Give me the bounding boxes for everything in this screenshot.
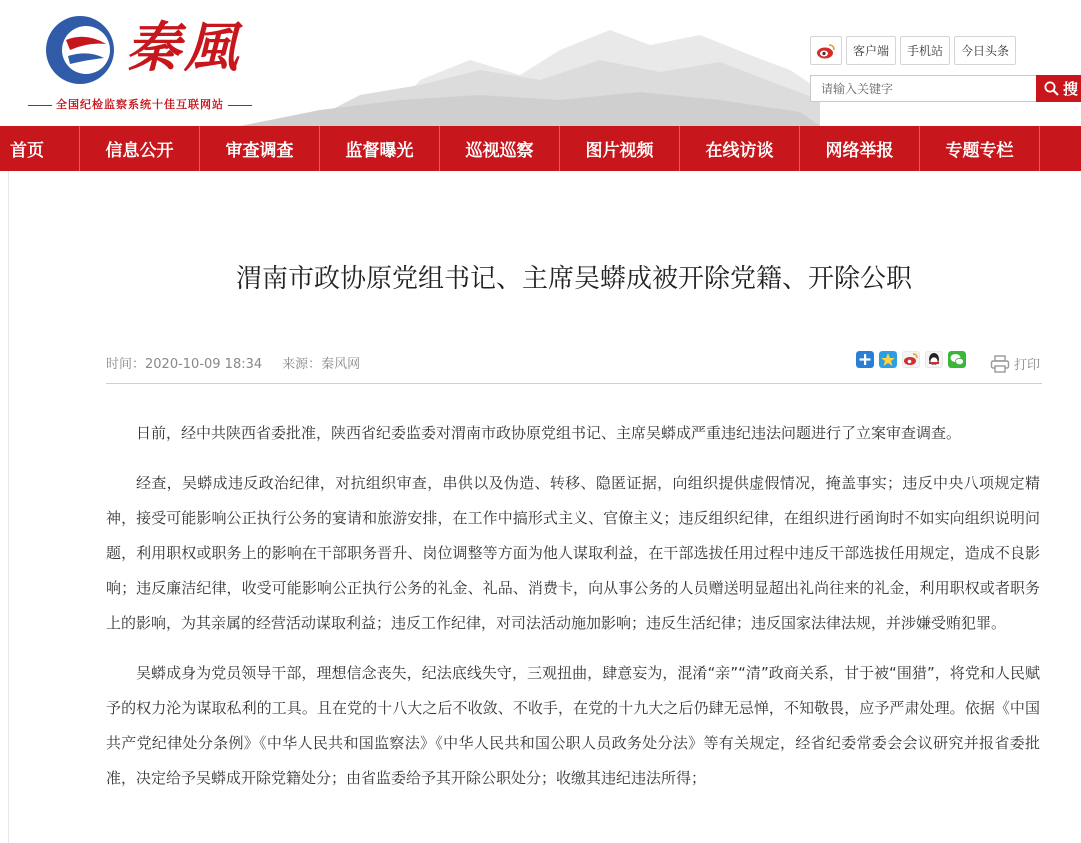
nav-item-online-interview[interactable]: 在线访谈 [680,126,800,171]
site-header [0,0,1081,126]
toutiao-link[interactable]: 今日头条 [954,36,1016,65]
nav-item-home[interactable]: 首页 [0,126,80,171]
mobile-site-link[interactable]: 手机站 [900,36,950,65]
article-title: 渭南市政协原党组书记、主席吴蟒成被开除党籍、开除公职 [235,264,912,294]
quick-links [810,36,1016,66]
wechat-icon[interactable] [948,351,966,368]
nav-item-inspection-tour[interactable]: 巡视巡察 [440,126,560,171]
nav-item-supervision-exposure[interactable]: 监督曝光 [320,126,440,171]
search-button[interactable] [1036,75,1081,102]
article-body [106,416,1040,811]
share-bar [856,351,966,368]
nav-item-special-topics[interactable]: 专题专栏 [920,126,1040,171]
article-source: 来源：秦风网 [282,357,361,372]
nav-item-online-report[interactable]: 网络举报 [800,126,920,171]
slogan-left-dash [28,105,52,106]
logo-wordmark: 秦風 [126,15,242,79]
search-icon [1044,81,1059,96]
slogan-right-dash [228,105,252,106]
search-input[interactable] [810,75,1036,102]
slogan-text: 全国纪检监察系统十佳互联网站 [56,98,224,111]
qinfeng-emblem-icon [40,10,120,90]
site-logo[interactable] [40,10,290,90]
weibo-link[interactable] [810,36,842,65]
qq-icon[interactable] [925,351,943,368]
share-plus-icon[interactable] [856,351,874,368]
article-meta [106,353,360,372]
main-nav [0,126,1081,171]
publish-time: 时间：2020-10-09 18:34 [106,357,263,372]
site-slogan [24,96,256,112]
weibo-share-icon[interactable] [902,351,920,368]
printer-icon [990,355,1010,373]
meta-divider [106,383,1042,384]
qzone-icon[interactable] [879,351,897,368]
nav-item-photo-video[interactable]: 图片视频 [560,126,680,171]
client-app-link[interactable]: 客户端 [846,36,896,65]
article-paragraph: 经查，吴蟒成违反政治纪律，对抗组织审查，串供以及伪造、转移、隐匿证据，向组织提供虚假情况，掩盖事实；违反中央八项规定精神，接受可能影响公正执行公务的宴请和旅游安排，在工作中搞形式主义、官僚主义；违反组织纪律，在组织进行函询时不如实向组织说明问题，利用职权或职务上的影响在干部职务晋升、岗位调整等方面为他人谋取利益，在干部选拔任用过程中违反干部选拔任用规定，造成不良影响；违反廉洁纪律，收受可能影响公正执行公务的礼金、礼品、消费卡，向从事公务的人员赠送明显超出礼尚往来的礼金，利用职权或者职务上的影响，为其亲属的经营活动谋取利益；违反工作纪律，对司法活动施加影响；违反生活纪律；违反国家法律法规，并涉嫌受贿犯罪。 [106,474,1040,632]
nav-item-investigation[interactable]: 审查调查 [200,126,320,171]
article-paragraph: 日前，经中共陕西省委批准，陕西省纪委监委对渭南市政协原党组书记、主席吴蟒成严重违纪违法问题进行了立案审查调查。 [136,424,962,442]
search-bar [810,75,1081,102]
weibo-icon [816,43,836,59]
search-button-label: 搜 [1063,81,1079,98]
article-paragraph: 吴蟒成身为党员领导干部，理想信念丧失，纪法底线失守，三观扭曲，肆意妄为，混淆“亲”“清”政商关系，甘于被“围猎”，将党和人民赋予的权力沦为谋取私利的工具。且在党的十八大之后不收敛、不收手，在党的十九大之后仍肆无忌惮，不知敬畏，应予严肃处理。依据《中国共产党纪律处分条例》《中华人民共和国监察法》《中华人民共和国公职人员政务处分法》等有关规定，经省纪委常委会会议研究并报省委批准，决定给予吴蟒成开除党籍处分；由省监委给予其开除公职处分；收缴其违纪违法所得； [106,664,1040,787]
nav-item-info-disclosure[interactable]: 信息公开 [80,126,200,171]
print-button[interactable] [990,354,1040,373]
print-label: 打印 [1014,358,1041,373]
